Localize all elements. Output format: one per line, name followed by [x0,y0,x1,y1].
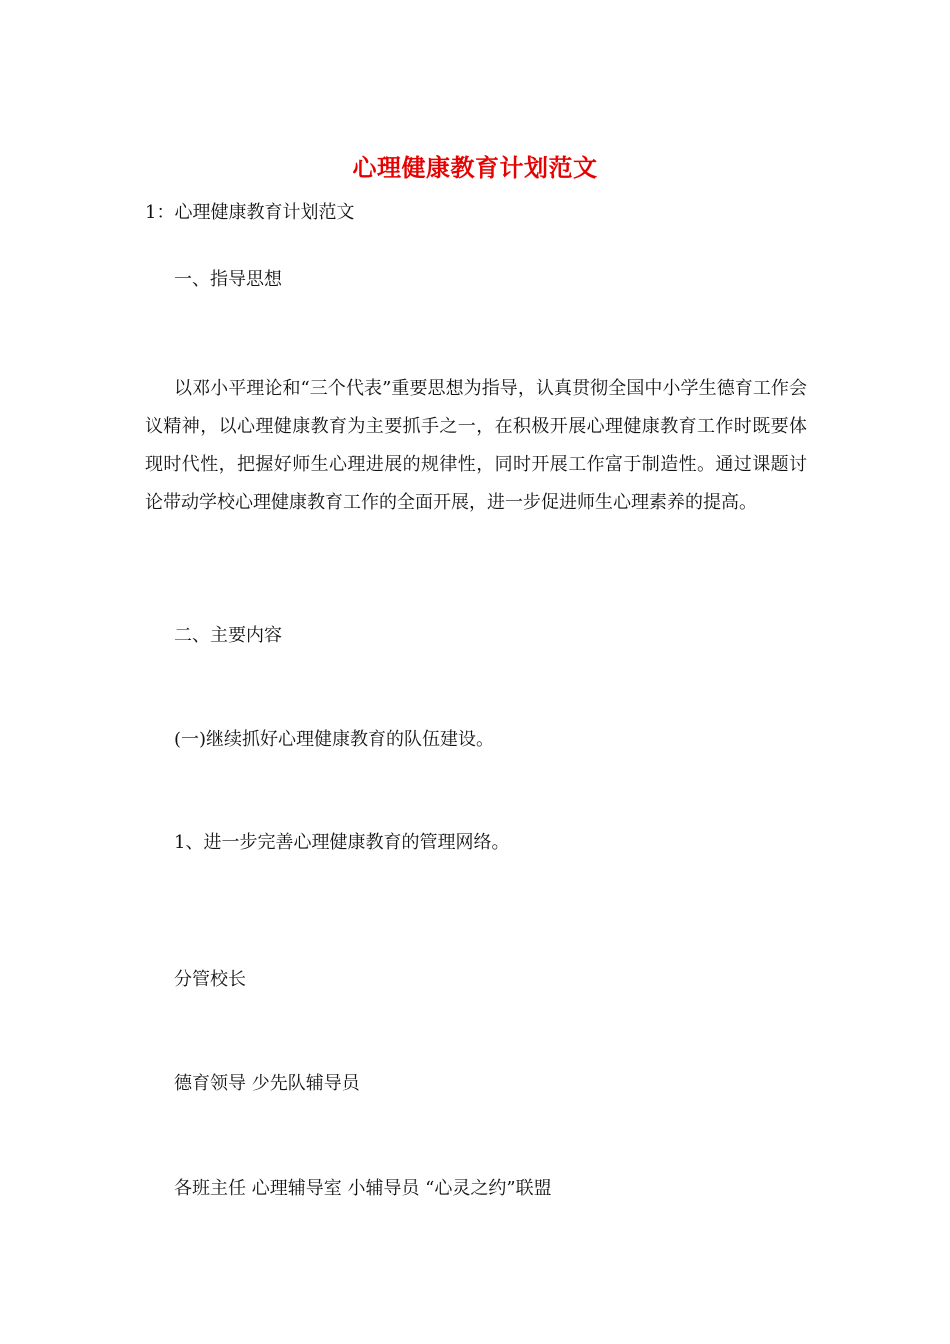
org-level-principal: 分管校长 [174,969,246,990]
org-level-leaders: 德育领导 少先队辅导员 [174,1073,360,1094]
org-level-teams: 各班主任 心理辅导室 小辅导员 “心灵之约”联盟 [174,1178,552,1199]
section-heading-main-content: 二、主要内容 [174,625,282,646]
sub-heading-team-building: (一)继续抓好心理健康教育的队伍建设。 [174,729,495,750]
guiding-thought-paragraph: 以邓小平理论和“三个代表”重要思想为指导，认真贯彻全国中小学生德育工作会议精神，以心理健康教育为主要抓手之一，在积极开展心理健康教育工作时既要体现时代性，把握好师生心理进展的规律性，同时开展工作富于制造性。通过课题讨论带动学校心理健康教育工作的全面开展，进一步促进师生心理素养的提高。 [145,378,807,513]
document-subtitle: 1：心理健康教育计划范文 [145,202,355,223]
document-title: 心理健康教育计划范文 [352,153,598,182]
item-management-network: 1、进一步完善心理健康教育的管理网络。 [174,832,510,853]
section-heading-guiding-thought: 一、指导思想 [174,269,282,290]
